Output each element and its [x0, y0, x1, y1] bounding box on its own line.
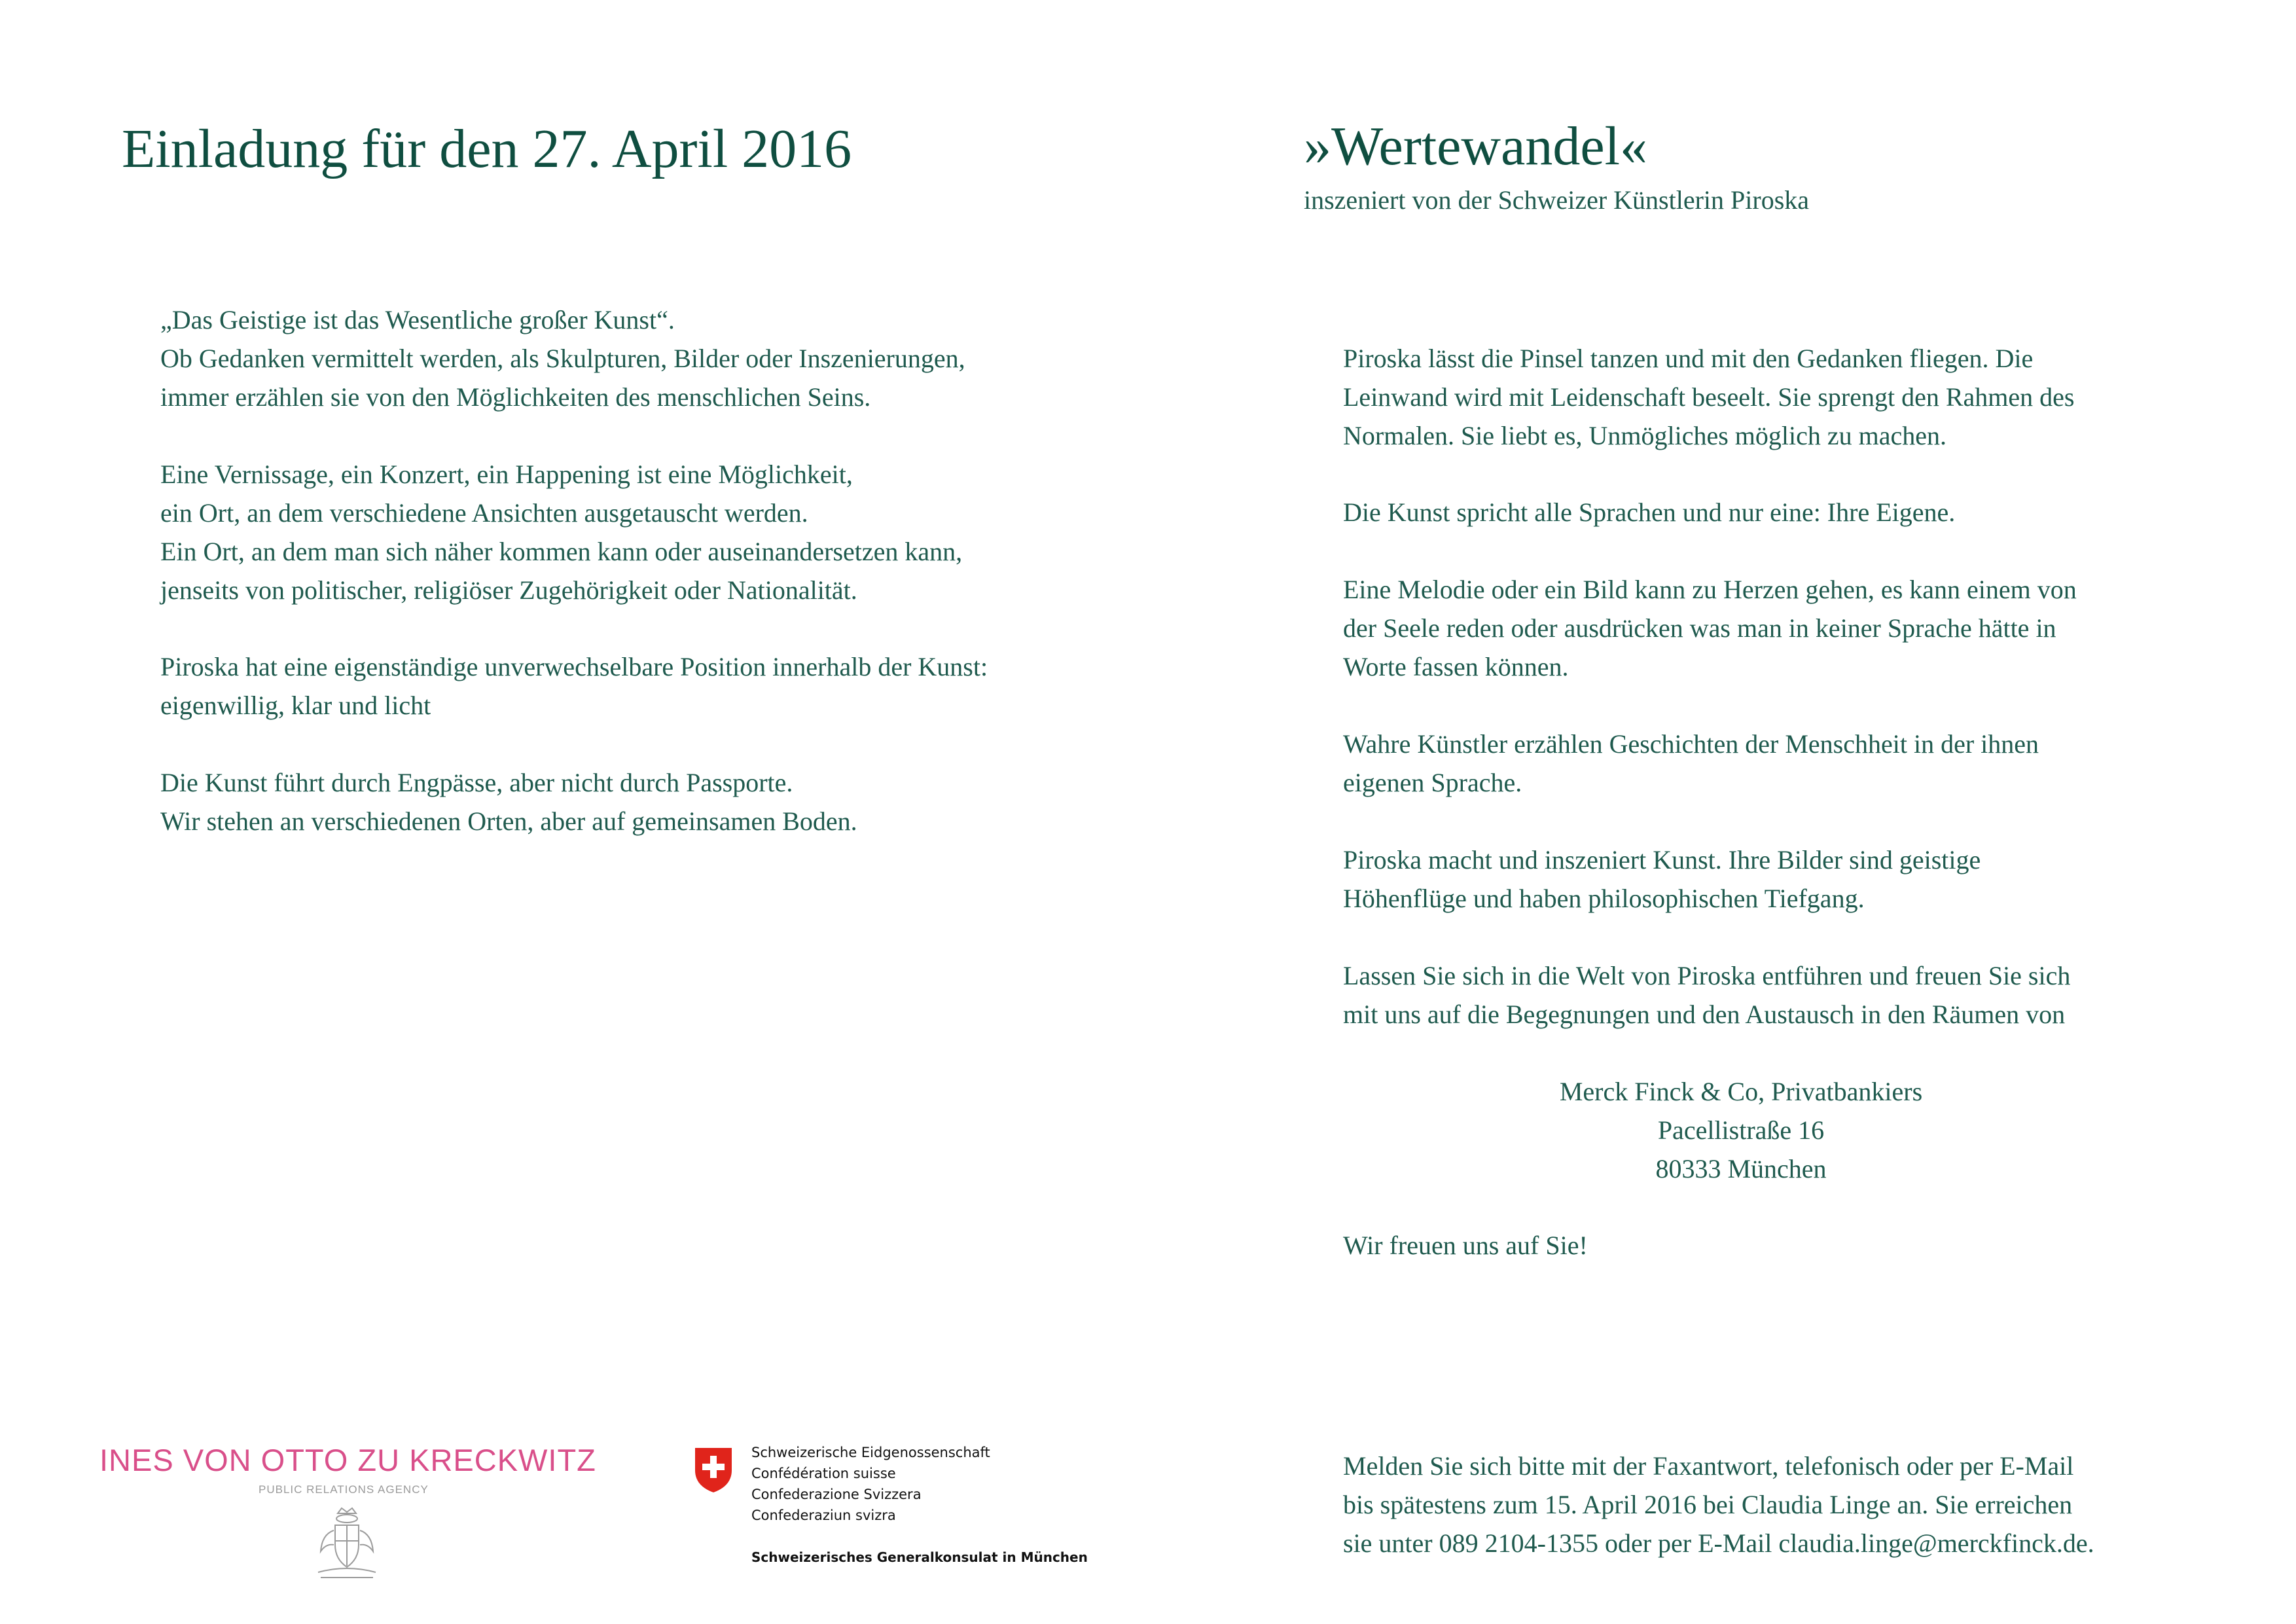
text-line: Wir stehen an verschiedenen Orten, aber auf gemeinsamen Boden.	[160, 806, 857, 836]
rsvp-paragraph	[1343, 1447, 2094, 1562]
text-line: der Seele reden oder ausdrücken was man in keiner Sprache hätte in	[1343, 613, 2056, 643]
text-line: mit uns auf die Begegnungen und den Austausch in den Räumen von	[1343, 1000, 2066, 1029]
venue-address	[1420, 1072, 2062, 1188]
text-line: bis spätestens zum 15. April 2016 bei Claudia Linge an. Sie erreichen	[1343, 1490, 2073, 1519]
text-line: Die Kunst spricht alle Sprachen und nur eine: Ihre Eigene.	[1343, 497, 1956, 527]
left-paragraph-4	[160, 763, 857, 840]
text-line: Wahre Künstler erzählen Geschichten der Menschheit in der ihnen	[1343, 729, 2039, 759]
text-line: Piroska macht und inszeniert Kunst. Ihre Bilder sind geistige	[1343, 845, 1981, 875]
venue-name: Merck Finck & Co, Privatbankiers	[1559, 1077, 1923, 1106]
text-line: eigenen Sprache.	[1343, 768, 1522, 797]
consulate-name: Schweizerisches Generalkonsulat in München	[751, 1549, 1088, 1565]
text-line: ein Ort, an dem verschiedene Ansichten ausgetauscht werden.	[160, 498, 808, 528]
text-line: Schweizerische Eidgenossenschaft	[751, 1445, 990, 1460]
right-paragraph-4	[1343, 725, 2039, 802]
text-line: Worte fassen können.	[1343, 652, 1569, 681]
left-paragraph-2	[160, 455, 962, 609]
right-paragraph-5	[1343, 840, 1981, 918]
text-line: jenseits von politischer, religiöser Zugehörigkeit oder Nationalität.	[160, 575, 857, 605]
text-line: Wir freuen uns auf Sie!	[1343, 1231, 1588, 1260]
right-paragraph-6	[1343, 956, 2070, 1034]
text-line: Ob Gedanken vermittelt werden, als Skulpturen, Bilder oder Inszenierungen,	[160, 344, 965, 373]
invitation-heading: Einladung für den 27. April 2016	[122, 118, 852, 179]
coat-of-arms-icon	[314, 1504, 380, 1581]
text-line: Leinwand wird mit Leidenschaft beseelt. Sie sprengt den Rahmen des	[1343, 382, 2075, 412]
right-paragraph-1	[1343, 339, 2074, 455]
text-line: Eine Melodie oder ein Bild kann zu Herzen gehen, es kann einem von	[1343, 575, 2077, 604]
text-line: Höhenflüge und haben philosophischen Tiefgang.	[1343, 884, 1865, 913]
text-line: Die Kunst führt durch Engpässe, aber nicht durch Passporte.	[160, 768, 793, 797]
left-paragraph-3	[160, 647, 988, 725]
text-line: Normalen. Sie liebt es, Unmögliches möglich zu machen.	[1343, 421, 1946, 450]
agency-logo-name: INES VON OTTO ZU KRECKWITZ	[99, 1443, 596, 1477]
exhibition-subtitle: inszeniert von der Schweizer Künstlerin Piroska	[1304, 185, 1810, 215]
exhibition-title: »Wertewandel«	[1304, 116, 1647, 177]
swiss-shield-icon	[692, 1445, 734, 1495]
rsvp-contact-line: sie unter 089 2104-1355 oder per E-Mail claudia.linge@merckfinck.de.	[1343, 1528, 2094, 1558]
text-line: immer erzählen sie von den Möglichkeiten des menschlichen Seins.	[160, 382, 871, 412]
text-line: Piroska hat eine eigenständige unverwechselbare Position innerhalb der Kunst:	[160, 652, 988, 681]
text-line: „Das Geistige ist das Wesentliche großer Kunst“.	[160, 305, 675, 334]
text-line: Confederaziun svizra	[751, 1507, 896, 1523]
text-line: Piroska lässt die Pinsel tanzen und mit den Gedanken fliegen. Die	[1343, 344, 2034, 373]
text-line: Confederazione Svizzera	[751, 1487, 922, 1502]
closing-line	[1343, 1226, 1588, 1265]
text-line: Eine Vernissage, ein Konzert, ein Happening ist eine Möglichkeit,	[160, 460, 853, 489]
right-paragraph-3	[1343, 570, 2077, 686]
confederation-text	[751, 1442, 990, 1526]
agency-logo-subtitle: PUBLIC RELATIONS AGENCY	[259, 1483, 429, 1496]
text-line: Confédération suisse	[751, 1466, 896, 1481]
right-paragraph-2	[1343, 493, 1955, 532]
left-paragraph-1	[160, 300, 965, 416]
text-line: eigenwillig, klar und licht	[160, 691, 431, 720]
text-line: Lassen Sie sich in die Welt von Piroska entführen und freuen Sie sich	[1343, 961, 2071, 990]
text-line: Ein Ort, an dem man sich näher kommen kann oder auseinandersetzen kann,	[160, 537, 963, 566]
text-line: Melden Sie sich bitte mit der Faxantwort, telefonisch oder per E-Mail	[1343, 1451, 2074, 1481]
venue-city: 80333 München	[1655, 1154, 1827, 1183]
venue-street: Pacellistraße 16	[1657, 1115, 1825, 1145]
